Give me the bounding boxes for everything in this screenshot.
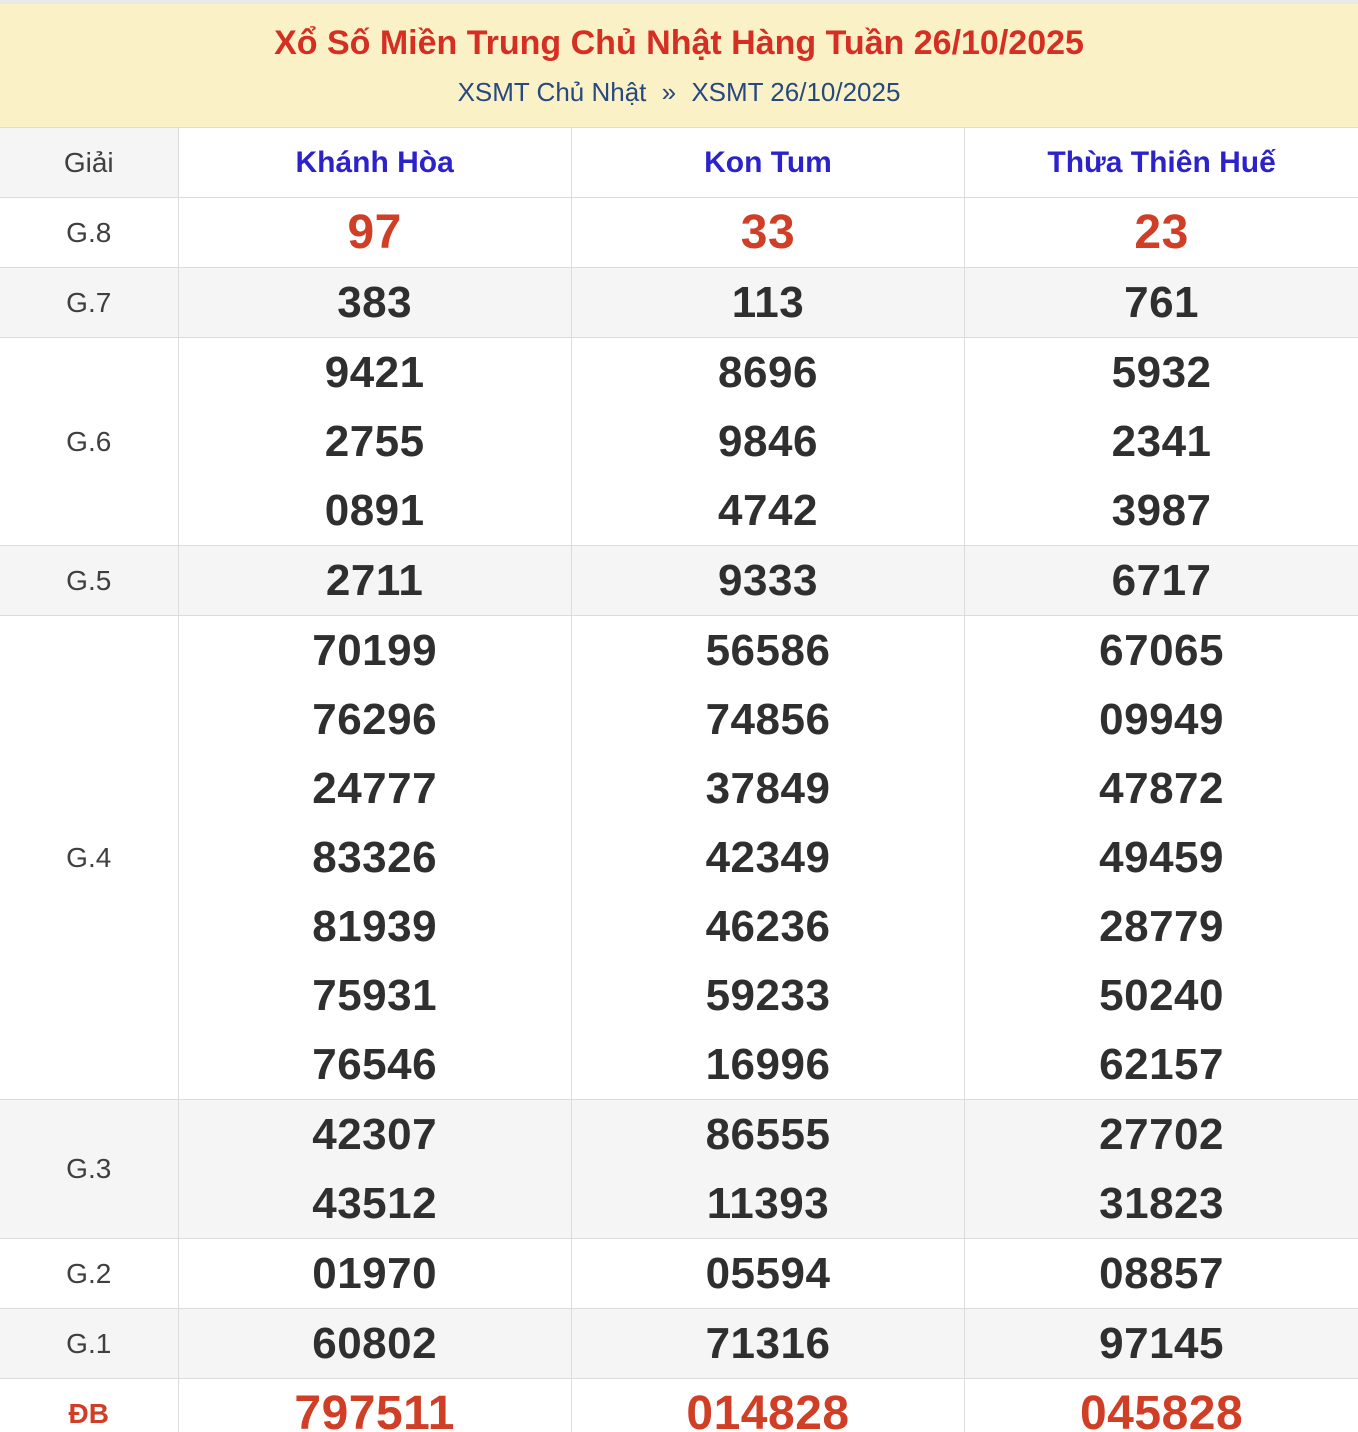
result-cell-kon-tum	[571, 1100, 964, 1239]
result-cell-kon-tum	[571, 268, 964, 338]
result-number: 28779	[1099, 902, 1224, 951]
prize-row-g2	[0, 1239, 1358, 1309]
result-cell-kon-tum	[571, 546, 964, 616]
result-cell-kon-tum	[571, 198, 964, 268]
prize-label: G.8	[0, 198, 178, 268]
result-number: 46236	[705, 902, 831, 951]
result-cell-kon-tum	[571, 1309, 964, 1379]
result-number: 8696	[718, 348, 818, 397]
result-number: 76546	[312, 1040, 438, 1089]
result-number: 42349	[705, 833, 831, 882]
prize-label: ĐB	[0, 1379, 178, 1432]
breadcrumb-separator: »	[661, 77, 677, 108]
result-number: 86555	[705, 1110, 831, 1159]
result-number: 113	[731, 278, 805, 327]
result-cell-thua-thien-hue	[965, 1309, 1358, 1379]
result-cell-thua-thien-hue	[965, 338, 1358, 546]
result-number: 045828	[1079, 1387, 1244, 1432]
prize-label: G.6	[0, 338, 178, 546]
result-number: 16996	[705, 1040, 831, 1089]
result-number: 81939	[312, 902, 438, 951]
result-cell-kon-tum	[571, 1239, 964, 1309]
result-number: 42307	[312, 1110, 438, 1159]
prize-label: G.3	[0, 1100, 178, 1239]
result-number: 0891	[324, 486, 425, 535]
result-number: 62157	[1099, 1040, 1224, 1089]
result-cell-khanh-hoa	[178, 1309, 571, 1379]
lottery-results-table	[0, 127, 1358, 1432]
result-number: 76296	[312, 695, 438, 744]
result-cell-khanh-hoa	[178, 546, 571, 616]
prize-row-g4	[0, 616, 1358, 1100]
result-number: 83326	[312, 833, 438, 882]
result-cell-thua-thien-hue	[965, 546, 1358, 616]
result-number: 31823	[1099, 1179, 1224, 1228]
result-cell-khanh-hoa	[178, 268, 571, 338]
result-number: 4742	[718, 486, 818, 535]
result-number: 6717	[1111, 556, 1212, 605]
prize-row-đb	[0, 1379, 1358, 1432]
result-number: 74856	[705, 695, 831, 744]
result-number: 50240	[1099, 971, 1224, 1020]
result-number: 49459	[1099, 833, 1224, 882]
result-number: 014828	[686, 1387, 850, 1432]
result-number: 27702	[1099, 1110, 1224, 1159]
result-number: 761	[1124, 278, 1200, 327]
result-cell-thua-thien-hue	[965, 616, 1358, 1100]
result-number: 11393	[706, 1179, 830, 1228]
result-number: 59233	[705, 971, 831, 1020]
result-cell-thua-thien-hue	[965, 1379, 1358, 1432]
column-header-khanh-hoa: Khánh Hòa	[178, 128, 571, 198]
result-number: 70199	[312, 626, 438, 675]
prize-row-g3	[0, 1100, 1358, 1239]
result-number: 2341	[1111, 417, 1212, 466]
result-number: 09949	[1099, 695, 1224, 744]
result-number: 43512	[312, 1179, 438, 1228]
result-number: 47872	[1099, 764, 1224, 813]
result-number: 75931	[312, 971, 438, 1020]
breadcrumb	[0, 77, 1358, 108]
result-cell-khanh-hoa	[178, 198, 571, 268]
result-number: 9333	[718, 556, 818, 605]
result-number: 05594	[705, 1249, 831, 1298]
result-number: 383	[337, 278, 413, 327]
prize-label: G.7	[0, 268, 178, 338]
result-number: 37849	[705, 764, 831, 813]
breadcrumb-link-xsmt-chu-nhat[interactable]: XSMT Chủ Nhật	[457, 77, 647, 108]
result-cell-khanh-hoa	[178, 1379, 571, 1432]
result-cell-khanh-hoa	[178, 338, 571, 546]
column-header-prize: Giải	[0, 128, 178, 198]
result-number: 9846	[718, 417, 818, 466]
result-number: 97	[347, 206, 402, 259]
prize-label: G.5	[0, 546, 178, 616]
result-number: 60802	[312, 1319, 438, 1368]
result-cell-khanh-hoa	[178, 1239, 571, 1309]
result-cell-thua-thien-hue	[965, 1239, 1358, 1309]
result-number: 01970	[312, 1249, 438, 1298]
prize-row-g6	[0, 338, 1358, 546]
result-number: 9421	[324, 348, 425, 397]
result-number: 797511	[294, 1387, 455, 1432]
result-number: 71316	[705, 1319, 831, 1368]
prize-row-g7	[0, 268, 1358, 338]
column-header-kon-tum: Kon Tum	[571, 128, 964, 198]
result-cell-thua-thien-hue	[965, 268, 1358, 338]
result-number: 33	[740, 206, 796, 259]
result-cell-khanh-hoa	[178, 1100, 571, 1239]
page-title: Xổ Số Miền Trung Chủ Nhật Hàng Tuần 26/10/2025	[274, 24, 1084, 62]
prize-row-g1	[0, 1309, 1358, 1379]
result-number: 24777	[312, 764, 438, 813]
result-cell-thua-thien-hue	[965, 198, 1358, 268]
column-header-thua-thien-hue: Thừa Thiên Huế	[965, 128, 1358, 198]
result-number: 5932	[1111, 348, 1212, 397]
prize-label: G.2	[0, 1239, 178, 1309]
result-number: 2711	[325, 556, 424, 605]
result-number: 97145	[1099, 1319, 1224, 1368]
prize-label: G.4	[0, 616, 178, 1100]
results-header	[0, 128, 1358, 198]
result-cell-kon-tum	[571, 616, 964, 1100]
result-number: 08857	[1099, 1249, 1224, 1298]
result-cell-thua-thien-hue	[965, 1100, 1358, 1239]
results-body	[0, 198, 1358, 1432]
result-number: 56586	[705, 626, 831, 675]
page-header	[0, 4, 1358, 127]
breadcrumb-link-xsmt-date[interactable]: XSMT 26/10/2025	[691, 77, 901, 108]
result-cell-kon-tum	[571, 1379, 964, 1432]
result-number: 2755	[324, 417, 425, 466]
result-number: 23	[1134, 206, 1189, 259]
result-cell-khanh-hoa	[178, 616, 571, 1100]
prize-row-g5	[0, 546, 1358, 616]
result-cell-kon-tum	[571, 338, 964, 546]
prize-row-g8	[0, 198, 1358, 268]
result-number: 3987	[1111, 486, 1212, 535]
result-number: 67065	[1099, 626, 1224, 675]
prize-label: G.1	[0, 1309, 178, 1379]
